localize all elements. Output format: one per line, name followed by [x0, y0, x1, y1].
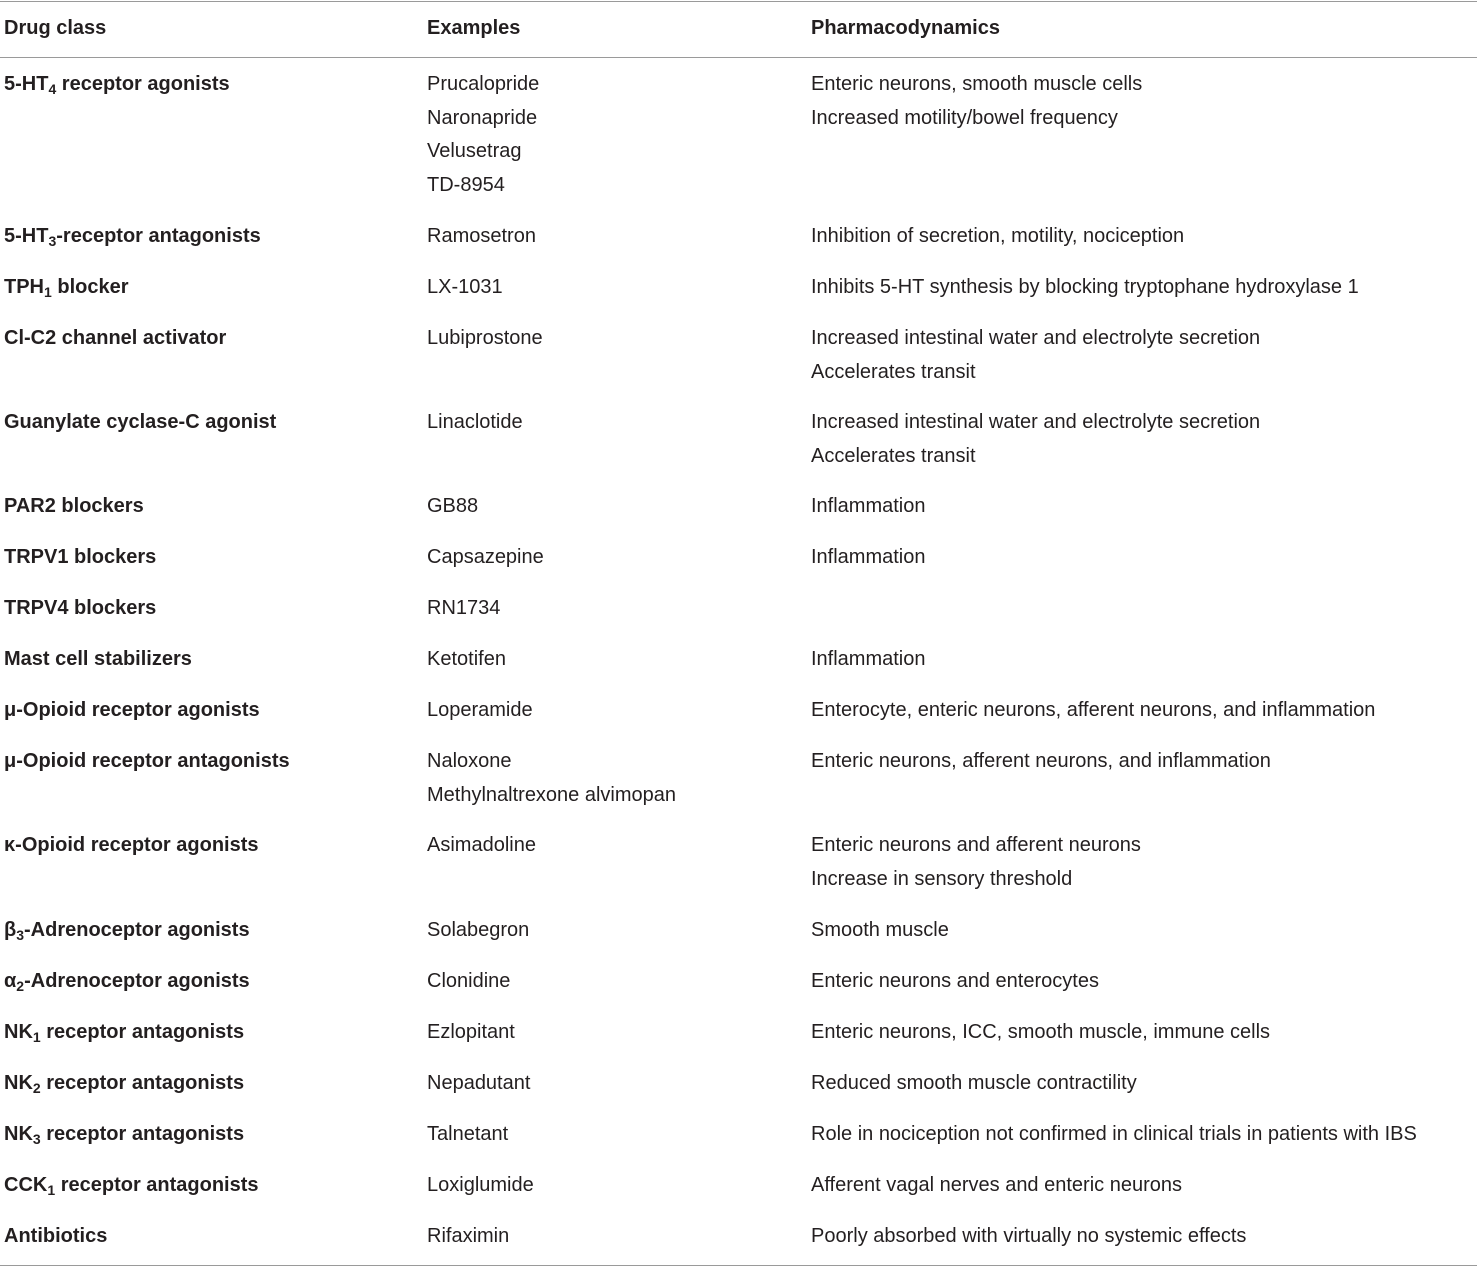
- drug-class-cell: [4, 271, 129, 305]
- pharmacodynamics-line: Inhibition of secretion, motility, nociception: [811, 225, 1185, 247]
- example-drug: RN1734: [427, 597, 501, 619]
- example-drug: Lubiprostone: [427, 327, 543, 349]
- drug-class-cell: [4, 68, 230, 102]
- pharmacodynamics-line: Inflammation: [811, 495, 926, 517]
- drug-class-text-suffix: receptor agonists: [56, 73, 230, 95]
- pharmacodynamics-line: Increased motility/bowel frequency: [811, 106, 1118, 129]
- examples-cell: [427, 914, 529, 948]
- pharmacodynamics-cell: [811, 220, 1184, 254]
- drug-class-text: NK: [4, 1021, 33, 1043]
- drug-class-cell: [4, 1067, 244, 1101]
- examples-cell: [427, 322, 543, 356]
- example-drug: Naloxone: [427, 750, 512, 772]
- pharmacodynamics-line: Enteric neurons, ICC, smooth muscle, immune cells: [811, 1021, 1271, 1043]
- pharmacodynamics-line: Increase in sensory threshold: [811, 867, 1073, 890]
- examples-cell: [427, 694, 533, 728]
- drug-class-text-suffix: blocker: [51, 276, 129, 298]
- pharmacodynamics-cell: [811, 1067, 1137, 1101]
- example-drug: Ketotifen: [427, 648, 506, 670]
- examples-cell: [427, 1118, 508, 1152]
- header-drug-class: Drug class: [4, 17, 107, 39]
- pharmacodynamics-cell: [811, 322, 1260, 389]
- examples-cell: [427, 220, 536, 254]
- drug-class-subscript: 1: [32, 1029, 41, 1045]
- pharmacodynamics-cell: [811, 694, 1375, 728]
- drug-class-text: κ-Opioid receptor agonists: [4, 834, 259, 856]
- pharmacodynamics-line: Role in nociception not confirmed in clinical trials in patients with IBS: [811, 1123, 1417, 1145]
- drug-class-cell: [4, 829, 259, 863]
- example-drug: Velusetrag: [427, 140, 522, 163]
- example-drug: Loxiglumide: [427, 1174, 534, 1196]
- example-drug: Ezlopitant: [427, 1021, 515, 1043]
- drug-class-subscript: 3: [32, 1131, 41, 1147]
- examples-cell: [427, 592, 500, 626]
- drug-class-text-suffix: -receptor antagonists: [56, 225, 261, 247]
- pharmacodynamics-cell: [811, 1016, 1270, 1050]
- example-drug: Nepadutant: [427, 1072, 531, 1094]
- drug-class-text: NK: [4, 1072, 33, 1094]
- example-drug: Linaclotide: [427, 411, 523, 433]
- pharmacodynamics-cell: [811, 490, 926, 524]
- drug-class-cell: [4, 1169, 259, 1203]
- drug-class-subscript: 4: [48, 81, 57, 97]
- example-drug: LX-1031: [427, 276, 503, 298]
- drug-class-cell: [4, 1220, 107, 1254]
- drug-class-text: TRPV1 blockers: [4, 546, 157, 568]
- drug-class-text-suffix: receptor antagonists: [40, 1123, 245, 1145]
- pharmacodynamics-cell: [811, 643, 926, 677]
- pharmacodynamics-cell: [811, 965, 1099, 999]
- drug-class-text-suffix: receptor antagonists: [40, 1021, 245, 1043]
- drug-class-text-suffix: receptor antagonists: [55, 1174, 259, 1196]
- pharmacodynamics-line: Increased intestinal water and electrolyte secretion: [811, 411, 1261, 433]
- pharmacodynamics-line: Accelerates transit: [811, 360, 976, 383]
- drug-class-text: PAR2 blockers: [4, 495, 144, 517]
- table-header-rule: [0, 57, 1477, 58]
- examples-cell: [427, 965, 510, 999]
- pharmacodynamics-cell: [811, 406, 1260, 473]
- pharmacodynamics-line: Enteric neurons, smooth muscle cells: [811, 73, 1143, 95]
- drug-class-cell: [4, 592, 156, 626]
- drug-class-cell: [4, 643, 192, 677]
- examples-cell: [427, 829, 536, 863]
- drug-class-cell: [4, 745, 290, 779]
- drug-class-text: Antibiotics: [4, 1225, 108, 1247]
- drug-class-cell: [4, 1016, 244, 1050]
- example-drug: Asimadoline: [427, 834, 536, 856]
- drug-class-cell: [4, 1118, 244, 1152]
- example-drug: Capsazepine: [427, 546, 544, 568]
- pharmacodynamics-line: Enteric neurons and afferent neurons: [811, 834, 1141, 856]
- examples-cell: [427, 1016, 515, 1050]
- example-drug: Solabegron: [427, 919, 530, 941]
- example-drug: GB88: [427, 495, 479, 517]
- drug-class-text: TPH: [4, 276, 44, 298]
- drug-class-text-suffix: -Adrenoceptor agonists: [24, 919, 250, 941]
- drug-class-text: CCK: [4, 1174, 48, 1196]
- drug-class-cell: [4, 541, 156, 575]
- pharmacodynamics-line: Enteric neurons, afferent neurons, and inflammation: [811, 750, 1271, 772]
- drug-class-cell: [4, 965, 250, 999]
- examples-cell: [427, 745, 676, 812]
- pharmacodynamics-line: Inflammation: [811, 546, 926, 568]
- example-drug: Loperamide: [427, 699, 533, 721]
- table-bottom-rule: [0, 1265, 1477, 1266]
- pharmacodynamics-cell: [811, 1220, 1246, 1254]
- pharmacodynamics-cell: [811, 271, 1359, 305]
- pharmacodynamics-line: Increased intestinal water and electrolyte secretion: [811, 327, 1261, 349]
- example-drug: Clonidine: [427, 970, 511, 992]
- pharmacodynamics-line: Afferent vagal nerves and enteric neurons: [811, 1174, 1182, 1196]
- drug-class-subscript: 3: [16, 927, 25, 943]
- example-drug: Ramosetron: [427, 225, 536, 247]
- drug-class-cell: [4, 490, 144, 524]
- drug-class-cell: [4, 406, 276, 440]
- drug-class-cell: [4, 914, 250, 948]
- drug-class-subscript: 2: [32, 1080, 41, 1096]
- pharmacodynamics-line: Reduced smooth muscle contractility: [811, 1072, 1137, 1094]
- drug-class-subscript: 3: [48, 233, 57, 249]
- examples-cell: [427, 1169, 534, 1203]
- examples-cell: [427, 406, 523, 440]
- table-header-row: [0, 14, 1477, 44]
- drug-class-subscript: 2: [16, 978, 25, 994]
- header-pharmacodynamics: Pharmacodynamics: [811, 17, 1000, 39]
- pharmacodynamics-cell: [811, 68, 1142, 135]
- drug-class-text: NK: [4, 1123, 33, 1145]
- drug-class-text: β: [4, 919, 17, 941]
- drug-class-subscript: 1: [44, 284, 52, 300]
- drug-class-subscript: 1: [47, 1182, 56, 1198]
- pharmacodynamics-line: Inhibits 5-HT synthesis by blocking tryptophane hydroxylase 1: [811, 276, 1359, 298]
- pharmacodynamics-cell: [811, 541, 926, 575]
- drug-class-text: 5-HT: [4, 73, 49, 95]
- examples-cell: [427, 643, 506, 677]
- header-examples: Examples: [427, 17, 521, 39]
- drug-class-text: μ-Opioid receptor agonists: [4, 699, 260, 721]
- table-top-rule: [0, 1, 1477, 2]
- drug-class-text: 5-HT: [4, 225, 49, 247]
- example-drug: Methylnaltrexone alvimopan: [427, 783, 677, 806]
- example-drug: TD-8954: [427, 173, 505, 196]
- drug-class-text: Cl-C2 channel activator: [4, 327, 227, 349]
- examples-cell: [427, 271, 503, 305]
- pharmacodynamics-cell: [811, 745, 1271, 779]
- drug-class-cell: [4, 322, 226, 356]
- example-drug: Naronapride: [427, 106, 538, 129]
- drug-class-cell: [4, 694, 260, 728]
- pharmacodynamics-cell: [811, 914, 949, 948]
- pharmacodynamics-line: Enteric neurons and enterocytes: [811, 970, 1099, 992]
- pharmacodynamics-line: Enterocyte, enteric neurons, afferent neurons, and inflammation: [811, 699, 1376, 721]
- examples-cell: [427, 1220, 509, 1254]
- examples-cell: [427, 541, 544, 575]
- example-drug: Prucalopride: [427, 73, 540, 95]
- drug-class-text: TRPV4 blockers: [4, 597, 157, 619]
- drug-class-text: Guanylate cyclase-C agonist: [4, 411, 277, 433]
- pharmacodynamics-cell: [811, 829, 1141, 896]
- pharmacodynamics-line: Accelerates transit: [811, 444, 976, 467]
- pharmacodynamics-line: Inflammation: [811, 648, 926, 670]
- drug-class-text-suffix: receptor antagonists: [40, 1072, 245, 1094]
- examples-cell: [427, 490, 478, 524]
- examples-cell: [427, 68, 539, 202]
- drug-class-text: μ-Opioid receptor antagonists: [4, 750, 290, 772]
- examples-cell: [427, 1067, 530, 1101]
- drug-class-text-suffix: -Adrenoceptor agonists: [24, 970, 250, 992]
- drug-class-text: Mast cell stabilizers: [4, 648, 192, 670]
- drug-class-cell: [4, 220, 261, 254]
- example-drug: Rifaximin: [427, 1225, 510, 1247]
- pharmacodynamics-line: Smooth muscle: [811, 919, 949, 941]
- drug-class-text: α: [4, 970, 17, 992]
- example-drug: Talnetant: [427, 1123, 509, 1145]
- pharmacodynamics-cell: [811, 1118, 1417, 1152]
- pharmacodynamics-cell: [811, 1169, 1182, 1203]
- pharmacodynamics-line: Poorly absorbed with virtually no systemic effects: [811, 1225, 1247, 1247]
